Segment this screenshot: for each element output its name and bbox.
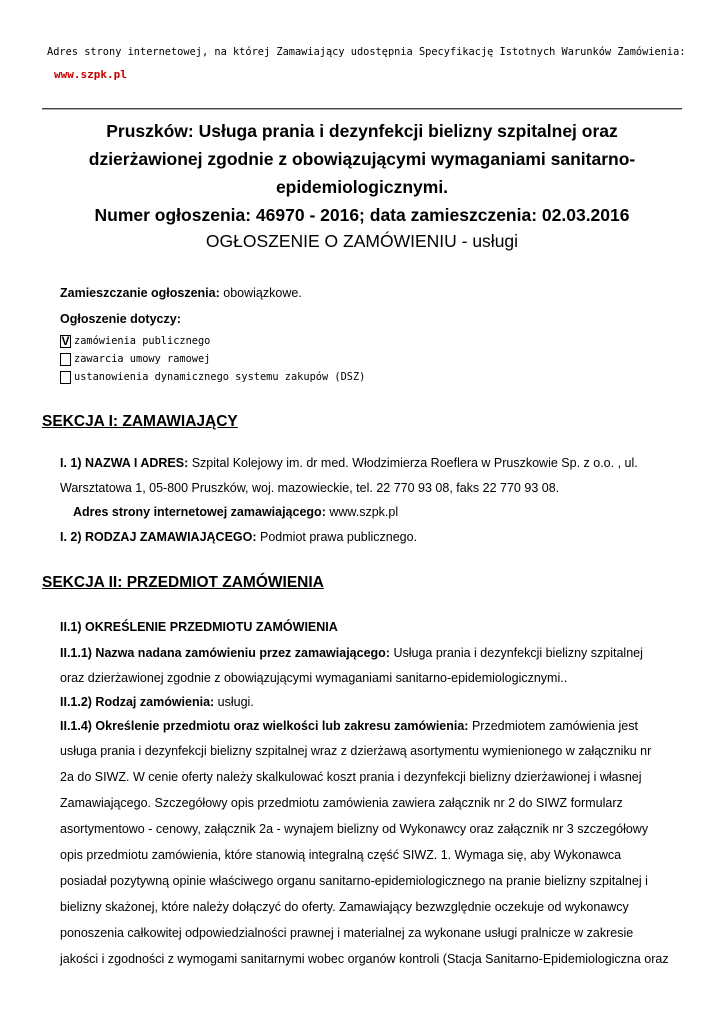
- authority-address: Warsztatowa 1, 05-800 Pruszków, woj. mazowieckie, tel. 22 770 93 08, faks 22 770 93 08.: [60, 481, 560, 495]
- scope-line: asortymentowo - cenowy, załącznik 2a - wynajem bielizny od Wykonawcy oraz załącznik nr 3 szczegółowy: [60, 822, 649, 836]
- contract-name-label: II.1.1) Nazwa nadana zamówieniu przez zamawiającego:: [60, 646, 390, 660]
- scope-line: ponoszenia całkowitej odpowiedzialności prawnej i materialnej za wykonane usługi pralnicze w zakresie: [60, 926, 634, 940]
- option-label: ustanowienia dynamicznego systemu zakupów (DSZ): [74, 371, 366, 383]
- contract-name-cont: oraz dzierżawionej zgodnie z obowiązującymi wymaganiami sanitarno-epidemiologicznymi..: [60, 671, 568, 685]
- siwz-address-note: Adres strony internetowej, na której Zamawiający udostępnia Specyfikację Istotnych Warunków Zamówienia:: [47, 46, 686, 58]
- notice-concerns-text: Ogłoszenie dotyczy:: [60, 312, 181, 326]
- authority-type: [60, 530, 417, 544]
- authority-website-label: Adres strony internetowej zamawiającego:: [73, 505, 326, 519]
- checkbox-public-contract[interactable]: V: [61, 333, 70, 348]
- contracting-authority-name: [60, 456, 638, 470]
- scope-line: usługa prania i dezynfekcji bielizny szpitalnej wraz z dzierżawą asortymentu wymienionego w załączniku nr: [60, 744, 652, 758]
- option-framework-agreement: [60, 352, 210, 366]
- checkbox-dynamic-system[interactable]: [60, 371, 71, 384]
- section-1-heading: SEKCJA I: ZAMAWIAJĄCY: [42, 413, 238, 430]
- authority-name-value: Szpital Kolejowy im. dr med. Włodzimierza Roeflera w Pruszkowie Sp. z o.o. , ul.: [188, 456, 638, 470]
- authority-type-label: I. 2) RODZAJ ZAMAWIAJĄCEGO:: [60, 530, 257, 544]
- notice-title-line-1: Pruszków: Usługa prania i dezynfekcji bielizny szpitalnej oraz: [106, 121, 618, 141]
- authority-type-value: Podmiot prawa publicznego.: [256, 530, 418, 544]
- subject-definition-text: II.1) OKREŚLENIE PRZEDMIOTU ZAMÓWIENIA: [60, 620, 338, 634]
- section-2-heading: SEKCJA II: PRZEDMIOT ZAMÓWIENIA: [42, 574, 324, 591]
- notice-title-line-3: epidemiologicznymi.: [275, 177, 449, 197]
- scope-line: 2a do SIWZ. W cenie oferty należy skalkulować koszt prania i dezynfekcji bielizny dzierżawionej i własnej: [60, 770, 642, 784]
- scope-line: Zamawiającego. Szczegółowy opis przedmiotu zamówienia zawiera załącznik nr 2 do SIWZ formularz: [60, 796, 623, 810]
- header-divider: [42, 108, 682, 110]
- scope-line: bielizny skażonej, które należy dołączyć do oferty. Zamawiający bezwzględnie oczekuje od wykonawcy: [60, 900, 629, 914]
- publication-mode: [60, 286, 302, 300]
- contract-scope-value: Przedmiotem zamówienia jest: [468, 719, 638, 733]
- contract-name: [60, 646, 643, 660]
- authority-website: [73, 505, 398, 519]
- contract-kind: [60, 695, 254, 709]
- subject-definition-heading: [60, 620, 338, 634]
- option-label: zamówienia publicznego: [74, 335, 211, 347]
- option-public-contract: [60, 334, 210, 348]
- authority-website-value[interactable]: www.szpk.pl: [325, 505, 399, 519]
- notice-number-date: Numer ogłoszenia: 46970 - 2016; data zamieszczenia: 02.03.2016: [94, 205, 630, 225]
- contract-scope-label: II.1.4) Określenie przedmiotu oraz wielkości lub zakresu zamówienia:: [60, 719, 469, 733]
- contract-kind-value: usługi.: [214, 695, 254, 709]
- contract-kind-label: II.1.2) Rodzaj zamówienia:: [60, 695, 215, 709]
- publication-mode-label: Zamieszczanie ogłoszenia:: [60, 286, 220, 300]
- scope-line: jakości i zgodności z wymogami sanitarnymi wobec organów kontroli (Stacja Sanitarno-Epidemiologiczna oraz: [60, 952, 669, 966]
- publication-mode-value: obowiązkowe.: [219, 286, 302, 300]
- contract-name-value: Usługa prania i dezynfekcji bielizny szpitalnej: [389, 646, 643, 660]
- notice-concerns-label: [60, 312, 181, 326]
- notice-type: OGŁOSZENIE O ZAMÓWIENIU - usługi: [205, 231, 519, 251]
- scope-line: opis przedmiotu zamówienia, które stanowią integralną część SIWZ. 1. Wymaga się, aby Wykonawca: [60, 848, 622, 862]
- option-dynamic-system: [60, 370, 365, 384]
- scope-line: posiadał pozytywną opinie właściwego organu sanitarno-epidemiologicznego na pranie bielizny szpitalnej i: [60, 874, 648, 888]
- checkbox-framework-agreement[interactable]: [60, 353, 71, 366]
- siwz-website-link[interactable]: www.szpk.pl: [54, 68, 127, 81]
- authority-name-label: I. 1) NAZWA I ADRES:: [60, 456, 189, 470]
- notice-title-line-2: dzierżawionej zgodnie z obowiązującymi wymaganiami sanitarno-: [88, 149, 636, 169]
- option-label: zawarcia umowy ramowej: [74, 353, 211, 365]
- contract-scope: [60, 719, 638, 733]
